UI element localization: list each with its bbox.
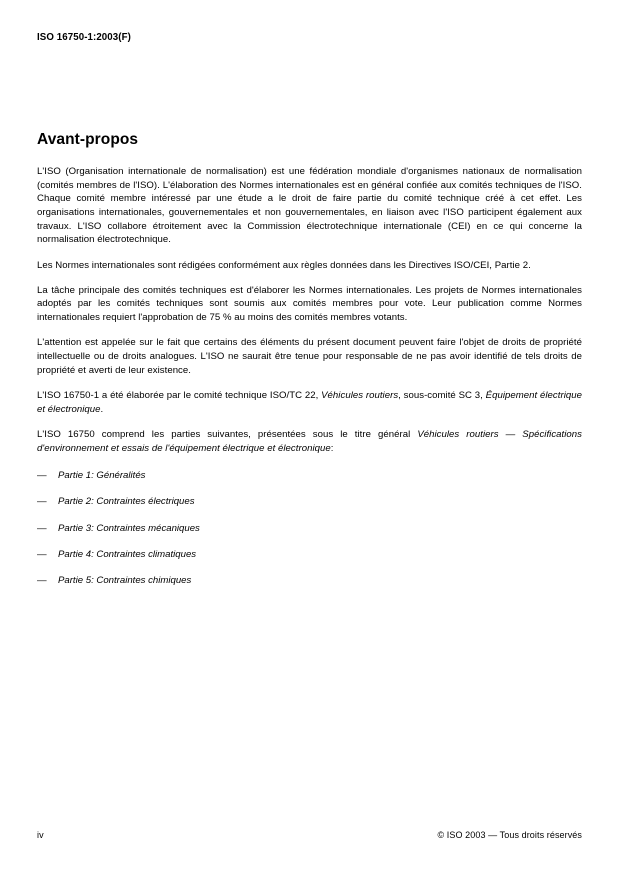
parts-intro-prefix: L'ISO 16750 comprend les parties suivantes, présentées sous le titre général bbox=[37, 428, 418, 440]
em-dash-bullet-icon: — bbox=[37, 548, 47, 560]
general-title-italic: Véhicules routiers — Spécifications d'environnement et essais de l'équipement électrique et électronique bbox=[37, 428, 582, 454]
committee-middle: , sous-comité SC 3, bbox=[398, 389, 486, 401]
list-item bbox=[37, 574, 582, 588]
em-dash-bullet-icon: — bbox=[37, 496, 47, 508]
committee-prefix: L'ISO 16750-1 a été élaborée par le comité technique ISO/TC 22, bbox=[37, 389, 322, 401]
list-item-label: Partie 3: Contraintes mécaniques bbox=[58, 522, 200, 534]
paragraph-voting: La tâche principale des comités techniques est d'élaborer les Normes internationales. Les projets de Normes internationales adoptés par les comités techniques sont soumis aux comités membres pour vote. Leur publication comme Normes internationales requiert l'approbation de 75 % au moins des comités membres votants. bbox=[37, 284, 582, 324]
list-item bbox=[37, 548, 582, 562]
copyright-notice: © ISO 2003 — Tous droits réservés bbox=[437, 830, 582, 841]
em-dash-bullet-icon: — bbox=[37, 522, 47, 534]
list-item bbox=[37, 469, 582, 483]
running-header bbox=[37, 32, 582, 44]
list-item-label: Partie 1: Généralités bbox=[58, 470, 146, 482]
paragraph-patent-rights: L'attention est appelée sur le fait que certains des éléments du présent document peuvent faire l'objet de droits de propriété intellectuelle ou de droits analogues. L'ISO ne saurait être tenue pour responsable de ne pas avoir identifié de tels droits de propriété et averti de leur existence. bbox=[37, 337, 582, 376]
page-content bbox=[37, 131, 582, 600]
paragraph-directives: Les Normes internationales sont rédigées conformément aux règles données dans les Directives ISO/CEI, Partie 2. bbox=[37, 259, 531, 271]
running-footer bbox=[37, 830, 582, 841]
list-item-label: Partie 5: Contraintes chimiques bbox=[58, 575, 192, 587]
committee-title-italic: Véhicules routiers bbox=[321, 389, 399, 401]
list-item bbox=[37, 495, 582, 509]
page-title: Avant-propos bbox=[37, 131, 139, 148]
em-dash-bullet-icon: — bbox=[37, 470, 47, 482]
subcommittee-title-italic: Équipement électrique et électronique bbox=[37, 389, 582, 415]
committee-suffix: . bbox=[100, 403, 104, 415]
page-number: iv bbox=[37, 830, 44, 841]
parts-intro-suffix: : bbox=[330, 442, 334, 454]
parts-list bbox=[37, 469, 582, 588]
em-dash-bullet-icon: — bbox=[37, 575, 47, 587]
list-item-label: Partie 4: Contraintes climatiques bbox=[58, 548, 197, 560]
paragraph-committee-origin bbox=[37, 389, 582, 416]
paragraph-iso-description: L'ISO (Organisation internationale de normalisation) est une fédération mondiale d'organismes nationaux de normalisation (comités membres de l'ISO). L'élaboration des Normes internationales est en général confiée aux comités techniques de l'ISO. Chaque comité membre intéressé par une étude a le droit de faire partie du comité technique créé à cet effet. Les organisations internationales, gouvernementales et non gouvernementales, en liaison avec l'ISO participent également aux travaux. L'ISO collabore étroitement avec la Commission électrotechnique internationale (CEI) en ce qui concerne la normalisation électrotechnique. bbox=[37, 165, 582, 246]
paragraph-parts-intro bbox=[37, 428, 582, 455]
list-item-label: Partie 2: Contraintes électriques bbox=[58, 496, 195, 508]
standard-reference: ISO 16750-1:2003(F) bbox=[37, 32, 131, 43]
list-item bbox=[37, 522, 582, 536]
